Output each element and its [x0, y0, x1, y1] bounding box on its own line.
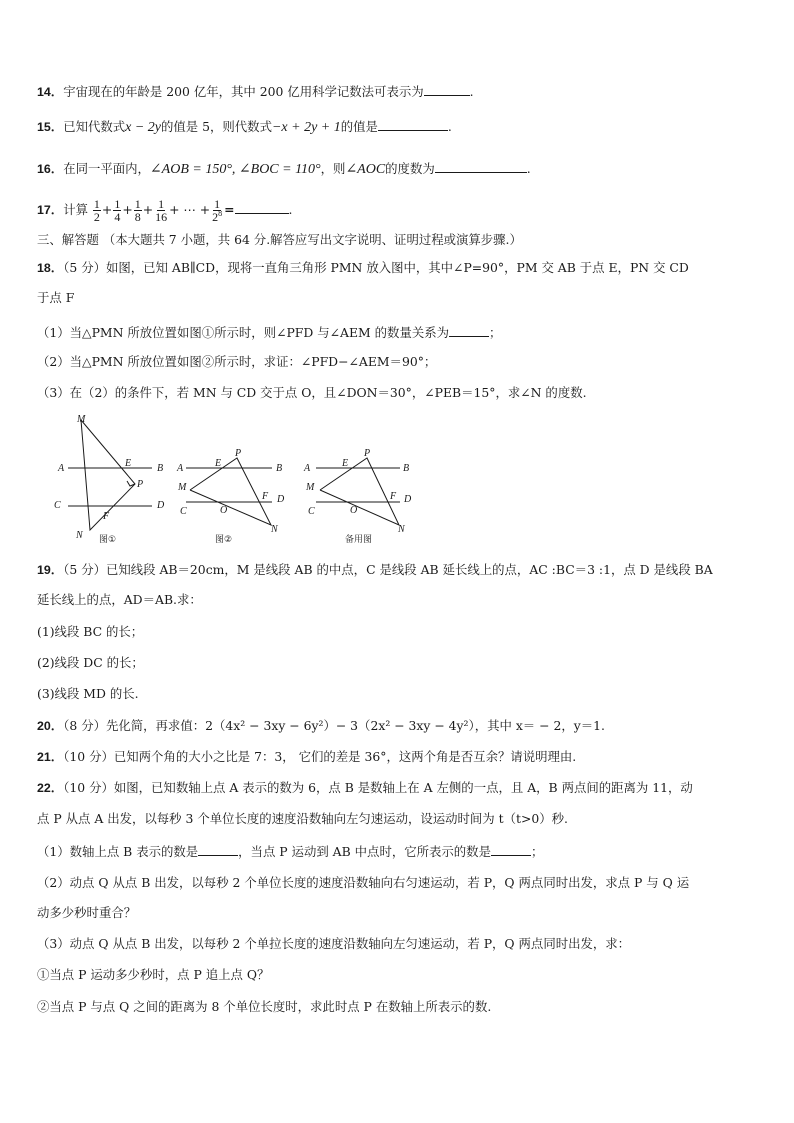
math-expression: x − 2y	[125, 120, 162, 135]
svg-text:图②: 图②	[215, 535, 233, 545]
question-text: 的值是	[340, 119, 378, 134]
geometry-figures	[40, 408, 420, 548]
question-text: （8 分）先化简，再求值：2（4x² − 3xy − 6y²）− 3（2x² − 3xy − 4y²），其中 x＝ − 2，y＝1.	[63, 718, 605, 733]
svg-text:O: O	[220, 505, 228, 516]
plus-sign: +	[142, 202, 154, 217]
question-number: 20．	[37, 719, 64, 733]
question-number: 17．	[37, 203, 64, 217]
svg-text:M: M	[306, 482, 315, 493]
question-text: 在同一平面内，	[63, 161, 150, 176]
question-text: 的度数为	[385, 161, 435, 176]
fraction: $\frac{1}{4}$	[114, 197, 121, 224]
svg-text:A: A	[304, 463, 311, 474]
math-expression: ∠AOB = 150°, ∠BOC = 110°	[149, 162, 321, 177]
svg-text:N: N	[398, 524, 405, 535]
svg-text:O: O	[350, 505, 358, 516]
question-21	[37, 748, 576, 766]
question-number: 14．	[37, 85, 64, 99]
question-text: 动多少秒时重合？	[37, 905, 137, 920]
period: .	[526, 161, 531, 176]
sub-question-1: (1)线段 BC 的长；	[37, 624, 144, 639]
question-text: （5 分）已知线段 AB＝20cm，M 是线段 AB 的中点，C 是线段 AB 延长线上的点，AC :BC＝3 :1，点 D 是线段 BA	[63, 562, 713, 577]
question-20	[37, 717, 605, 735]
sub-question-2: （2）动点 Q 从点 B 出发，以每秒 2 个单位长度的速度沿数轴向右匀速运动，若 P，Q 两点同时出发，求点 P 与 Q 运	[37, 875, 690, 890]
question-text: ，则	[320, 161, 346, 176]
fraction: $\frac{1}{2^8}$	[212, 197, 223, 224]
svg-text:F: F	[390, 491, 397, 502]
svg-text:D: D	[277, 494, 285, 505]
sub-question-3: （3）在（2）的条件下，若 MN 与 CD 交于点 O，且∠DON＝30°，∠PEB＝15°，求∠N 的度数.	[37, 385, 587, 400]
svg-text:M: M	[178, 482, 187, 493]
equals-sign: =	[224, 202, 235, 217]
question-14	[37, 83, 474, 101]
question-number: 19．	[37, 563, 64, 577]
punctuation: ；	[489, 325, 502, 340]
math-expression: −x + 2y + 1	[271, 120, 341, 135]
svg-text:C: C	[308, 506, 315, 517]
answer-blank[interactable]	[435, 160, 527, 173]
question-number: 21．	[37, 750, 64, 764]
answer-blank[interactable]	[449, 324, 489, 337]
punctuation: ；	[530, 844, 544, 859]
fraction: $\frac{1}{2}$	[93, 197, 100, 224]
svg-text:B: B	[276, 463, 283, 474]
answer-blank[interactable]	[491, 843, 531, 856]
svg-text:F: F	[103, 511, 110, 522]
question-16	[37, 160, 531, 179]
figure-1	[54, 414, 165, 545]
svg-text:F: F	[262, 491, 269, 502]
question-text: 于点 F	[37, 290, 75, 305]
svg-text:D: D	[404, 494, 412, 505]
sub-question-3: (3)线段 MD 的长.	[37, 686, 139, 701]
ellipsis-sum: + ⋯ +	[169, 202, 211, 217]
svg-text:P: P	[235, 448, 242, 459]
svg-text:C: C	[54, 500, 61, 511]
question-19	[37, 561, 713, 579]
question-text: 延长线上的点，AD＝AB.求：	[37, 592, 202, 607]
math-expression: ∠AOC	[345, 162, 386, 177]
sub-question-1	[37, 324, 501, 342]
sub-question-1	[37, 843, 543, 861]
sub-question-2: (2)线段 DC 的长；	[37, 655, 144, 670]
answer-blank[interactable]	[235, 201, 289, 214]
svg-text:N: N	[271, 524, 278, 535]
answer-blank[interactable]	[424, 83, 470, 96]
svg-text:C: C	[180, 506, 187, 517]
question-number: 22．	[37, 781, 64, 795]
question-17	[37, 196, 292, 224]
question-15	[37, 118, 452, 137]
svg-text:E: E	[125, 458, 132, 469]
period: .	[469, 84, 474, 99]
figure-2	[176, 448, 285, 545]
question-text: 已知代数式	[63, 119, 126, 134]
figure-3-spare	[303, 448, 412, 545]
svg-text:A: A	[177, 463, 184, 474]
svg-text:E: E	[342, 458, 349, 469]
question-number: 18．	[37, 261, 64, 275]
question-text: （1）当△PMN 所放位置如图①所示时，则∠PFD 与∠AEM 的数量关系为	[37, 325, 450, 340]
svg-text:P: P	[137, 479, 144, 490]
sub-question-3-part-1: ①当点 P 运动多少秒时，点 P 追上点 Q？	[37, 967, 270, 982]
question-text: （10 分）已知两个角的大小之比是 7：3， 它们的差是 36°，这两个角是否互余？请说明理由.	[63, 749, 577, 764]
svg-text:B: B	[403, 463, 410, 474]
period: .	[288, 202, 293, 217]
period: .	[447, 119, 452, 134]
answer-blank[interactable]	[198, 843, 238, 856]
sub-question-2: （2）当△PMN 所放位置如图②所示时，求证：∠PFD−∠AEM＝90°；	[37, 354, 437, 369]
fraction: $\frac{1}{8}$	[134, 197, 141, 224]
svg-text:M: M	[77, 414, 86, 425]
svg-text:备用图: 备用图	[345, 535, 373, 545]
question-text: 宇宙现在的年龄是 200 亿年，其中 200 亿用科学记数法可表示为	[63, 84, 424, 99]
question-text: （10 分）如图，已知数轴上点 A 表示的数为 6，点 B 是数轴上在 A 左侧的一点，且 A，B 两点间的距离为 11，动	[63, 780, 693, 795]
fraction: $\frac{1}{16}$	[155, 197, 168, 224]
question-18	[37, 259, 689, 277]
svg-text:E: E	[215, 458, 222, 469]
svg-text:图①: 图①	[99, 535, 117, 545]
question-number: 16．	[37, 162, 64, 176]
question-text: 计算	[63, 202, 88, 217]
plus-sign: +	[101, 202, 113, 217]
svg-text:N: N	[76, 530, 83, 541]
question-text: （1）数轴上点 B 表示的数是	[37, 844, 199, 859]
question-text: 的值是 5，则代数式	[161, 119, 272, 134]
answer-blank[interactable]	[378, 118, 448, 131]
svg-text:B: B	[157, 463, 164, 474]
section-heading: 三、解答题 （本大题共 7 小题，共 64 分.解答应写出文字说明、证明过程或演算步骤.）	[37, 232, 522, 247]
question-text: （5 分）如图，已知 AB∥CD，现将一直角三角形 PMN 放入图中，其中∠P=90°，PM 交 AB 于点 E，PN 交 CD	[63, 260, 689, 275]
question-text: ，当点 P 运动到 AB 中点时，它所表示的数是	[238, 844, 491, 859]
question-22	[37, 779, 693, 797]
sub-question-3-part-2: ②当点 P 与点 Q 之间的距离为 8 个单位长度时，求此时点 P 在数轴上所表示的数.	[37, 999, 492, 1014]
question-text: 点 P 从点 A 出发，以每秒 3 个单位长度的速度沿数轴向左匀速运动，设运动时间为 t（t>0）秒.	[37, 811, 568, 826]
svg-text:D: D	[157, 500, 165, 511]
plus-sign: +	[122, 202, 133, 217]
question-number: 15．	[37, 120, 64, 134]
sub-question-3: （3）动点 Q 从点 B 出发，以每秒 2 个单拉长度的速度沿数轴向左匀速运动，若 P，Q 两点同时出发，求：	[37, 936, 631, 951]
svg-text:A: A	[58, 463, 65, 474]
svg-text:P: P	[364, 448, 371, 459]
